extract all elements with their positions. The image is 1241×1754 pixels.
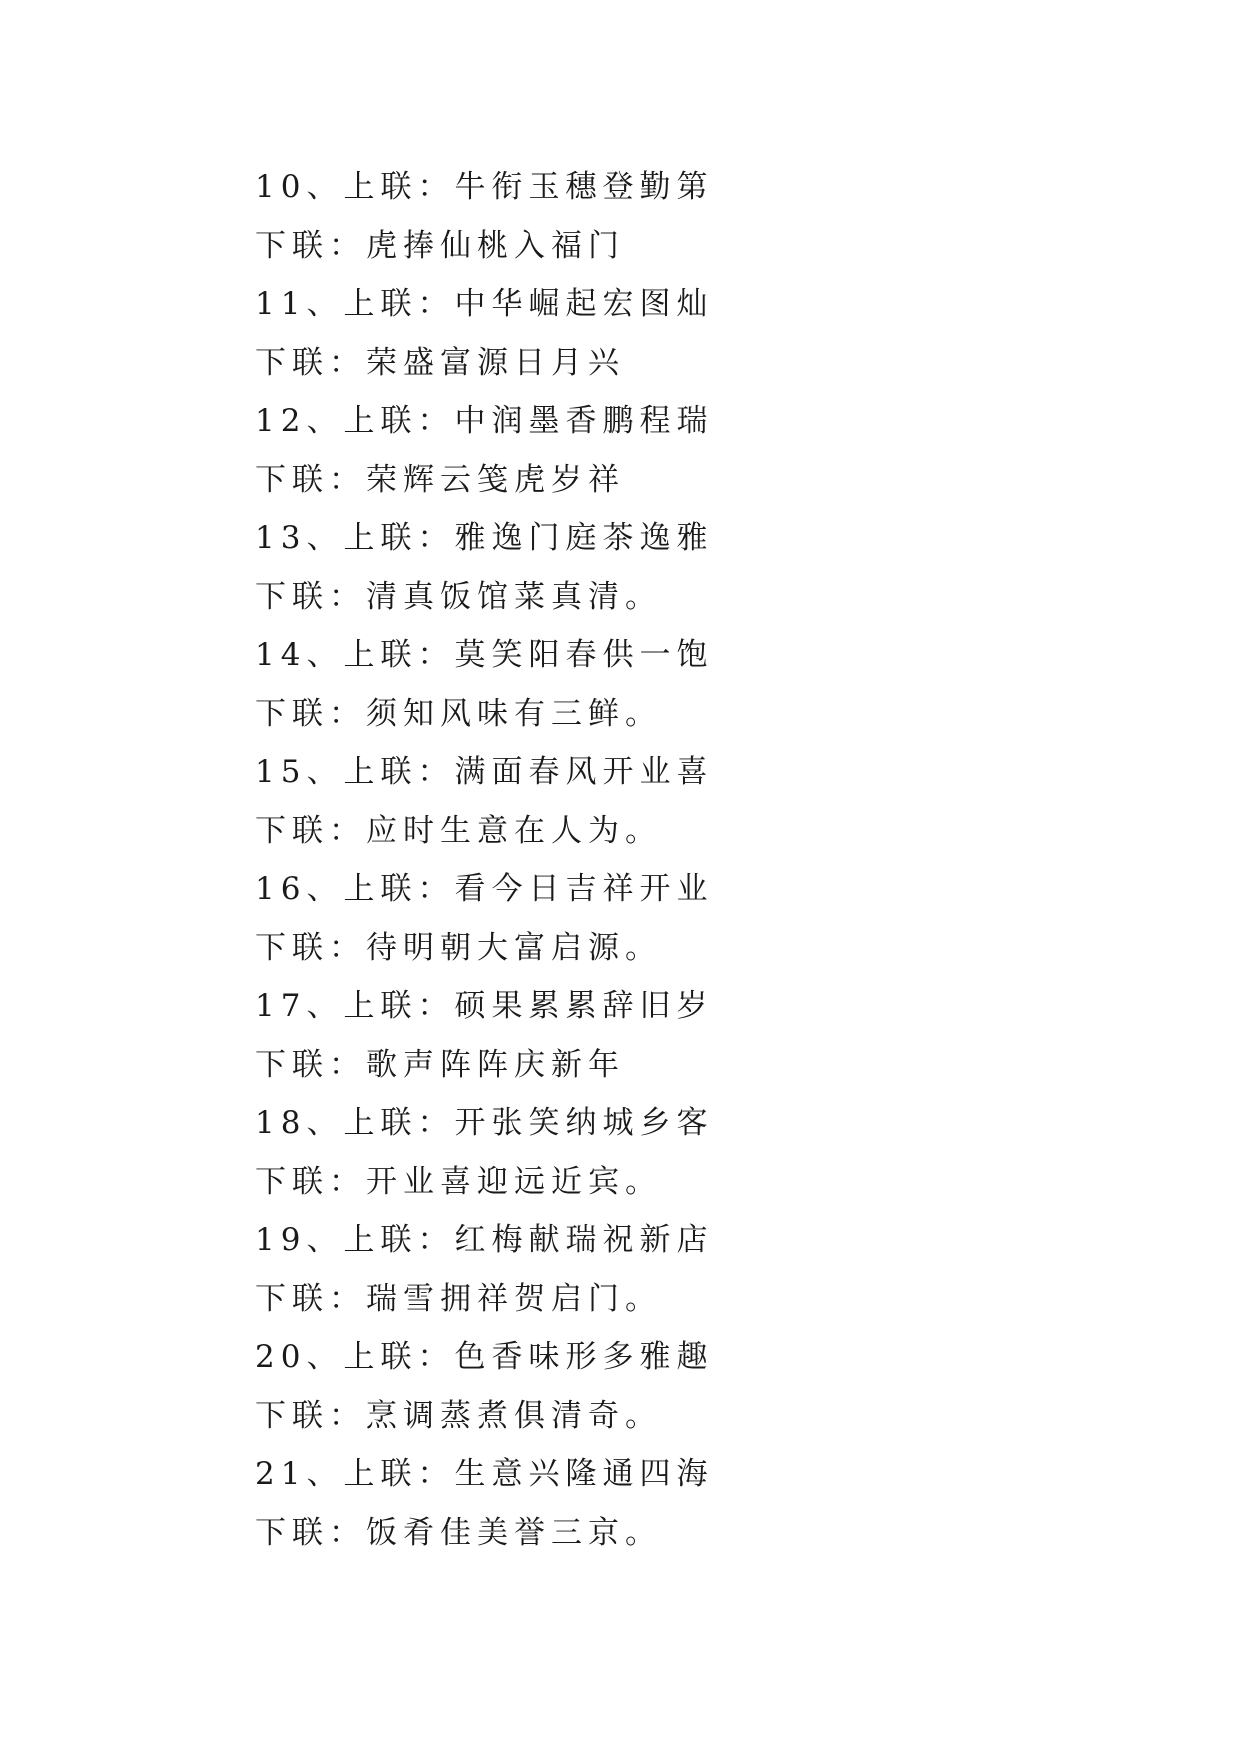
couplet-line-lower-11: 下联：荣盛富源日月兴 [255,344,625,381]
couplet-line-upper-19: 19、上联：红梅献瑞祝新店 [255,1222,714,1258]
couplet-line-upper-17: 17、上联：硕果累累辞旧岁 [255,988,714,1024]
couplet-line-lower-17: 下联：歌声阵阵庆新年 [255,1046,625,1083]
couplet-line-upper-12: 12、上联：中润墨香鹏程瑞 [255,403,714,439]
couplet-line-upper-21: 21、上联：生意兴隆通四海 [255,1456,714,1492]
couplet-line-lower-15: 下联：应时生意在人为。 [255,812,662,849]
couplet-line-upper-16: 16、上联：看今日吉祥开业 [255,871,714,907]
couplet-line-upper-10: 10、上联：牛衔玉穗登勤第 [255,169,714,205]
couplet-line-upper-18: 18、上联：开张笑纳城乡客 [255,1105,714,1141]
couplet-line-upper-13: 13、上联：雅逸门庭茶逸雅 [255,520,714,556]
couplet-line-upper-20: 20、上联：色香味形多雅趣 [255,1339,714,1375]
couplet-line-lower-14: 下联：须知风味有三鲜。 [255,695,662,732]
couplet-line-lower-21: 下联：饭肴佳美誉三京。 [255,1514,662,1551]
couplet-line-lower-19: 下联：瑞雪拥祥贺启门。 [255,1280,662,1317]
couplet-line-lower-10: 下联：虎捧仙桃入福门 [255,227,625,264]
couplet-line-lower-16: 下联：待明朝大富启源。 [255,929,662,966]
couplet-list [255,158,713,1562]
couplet-line-lower-18: 下联：开业喜迎远近宾。 [255,1163,662,1200]
couplet-line-upper-15: 15、上联：满面春风开业喜 [255,754,714,790]
couplet-line-upper-11: 11、上联：中华崛起宏图灿 [255,286,714,322]
couplet-line-upper-14: 14、上联：莫笑阳春供一饱 [255,637,714,673]
couplet-line-lower-13: 下联：清真饭馆菜真清。 [255,578,662,615]
couplet-line-lower-20: 下联：烹调蒸煮俱清奇。 [255,1397,662,1434]
couplet-line-lower-12: 下联：荣辉云笺虎岁祥 [255,461,625,498]
